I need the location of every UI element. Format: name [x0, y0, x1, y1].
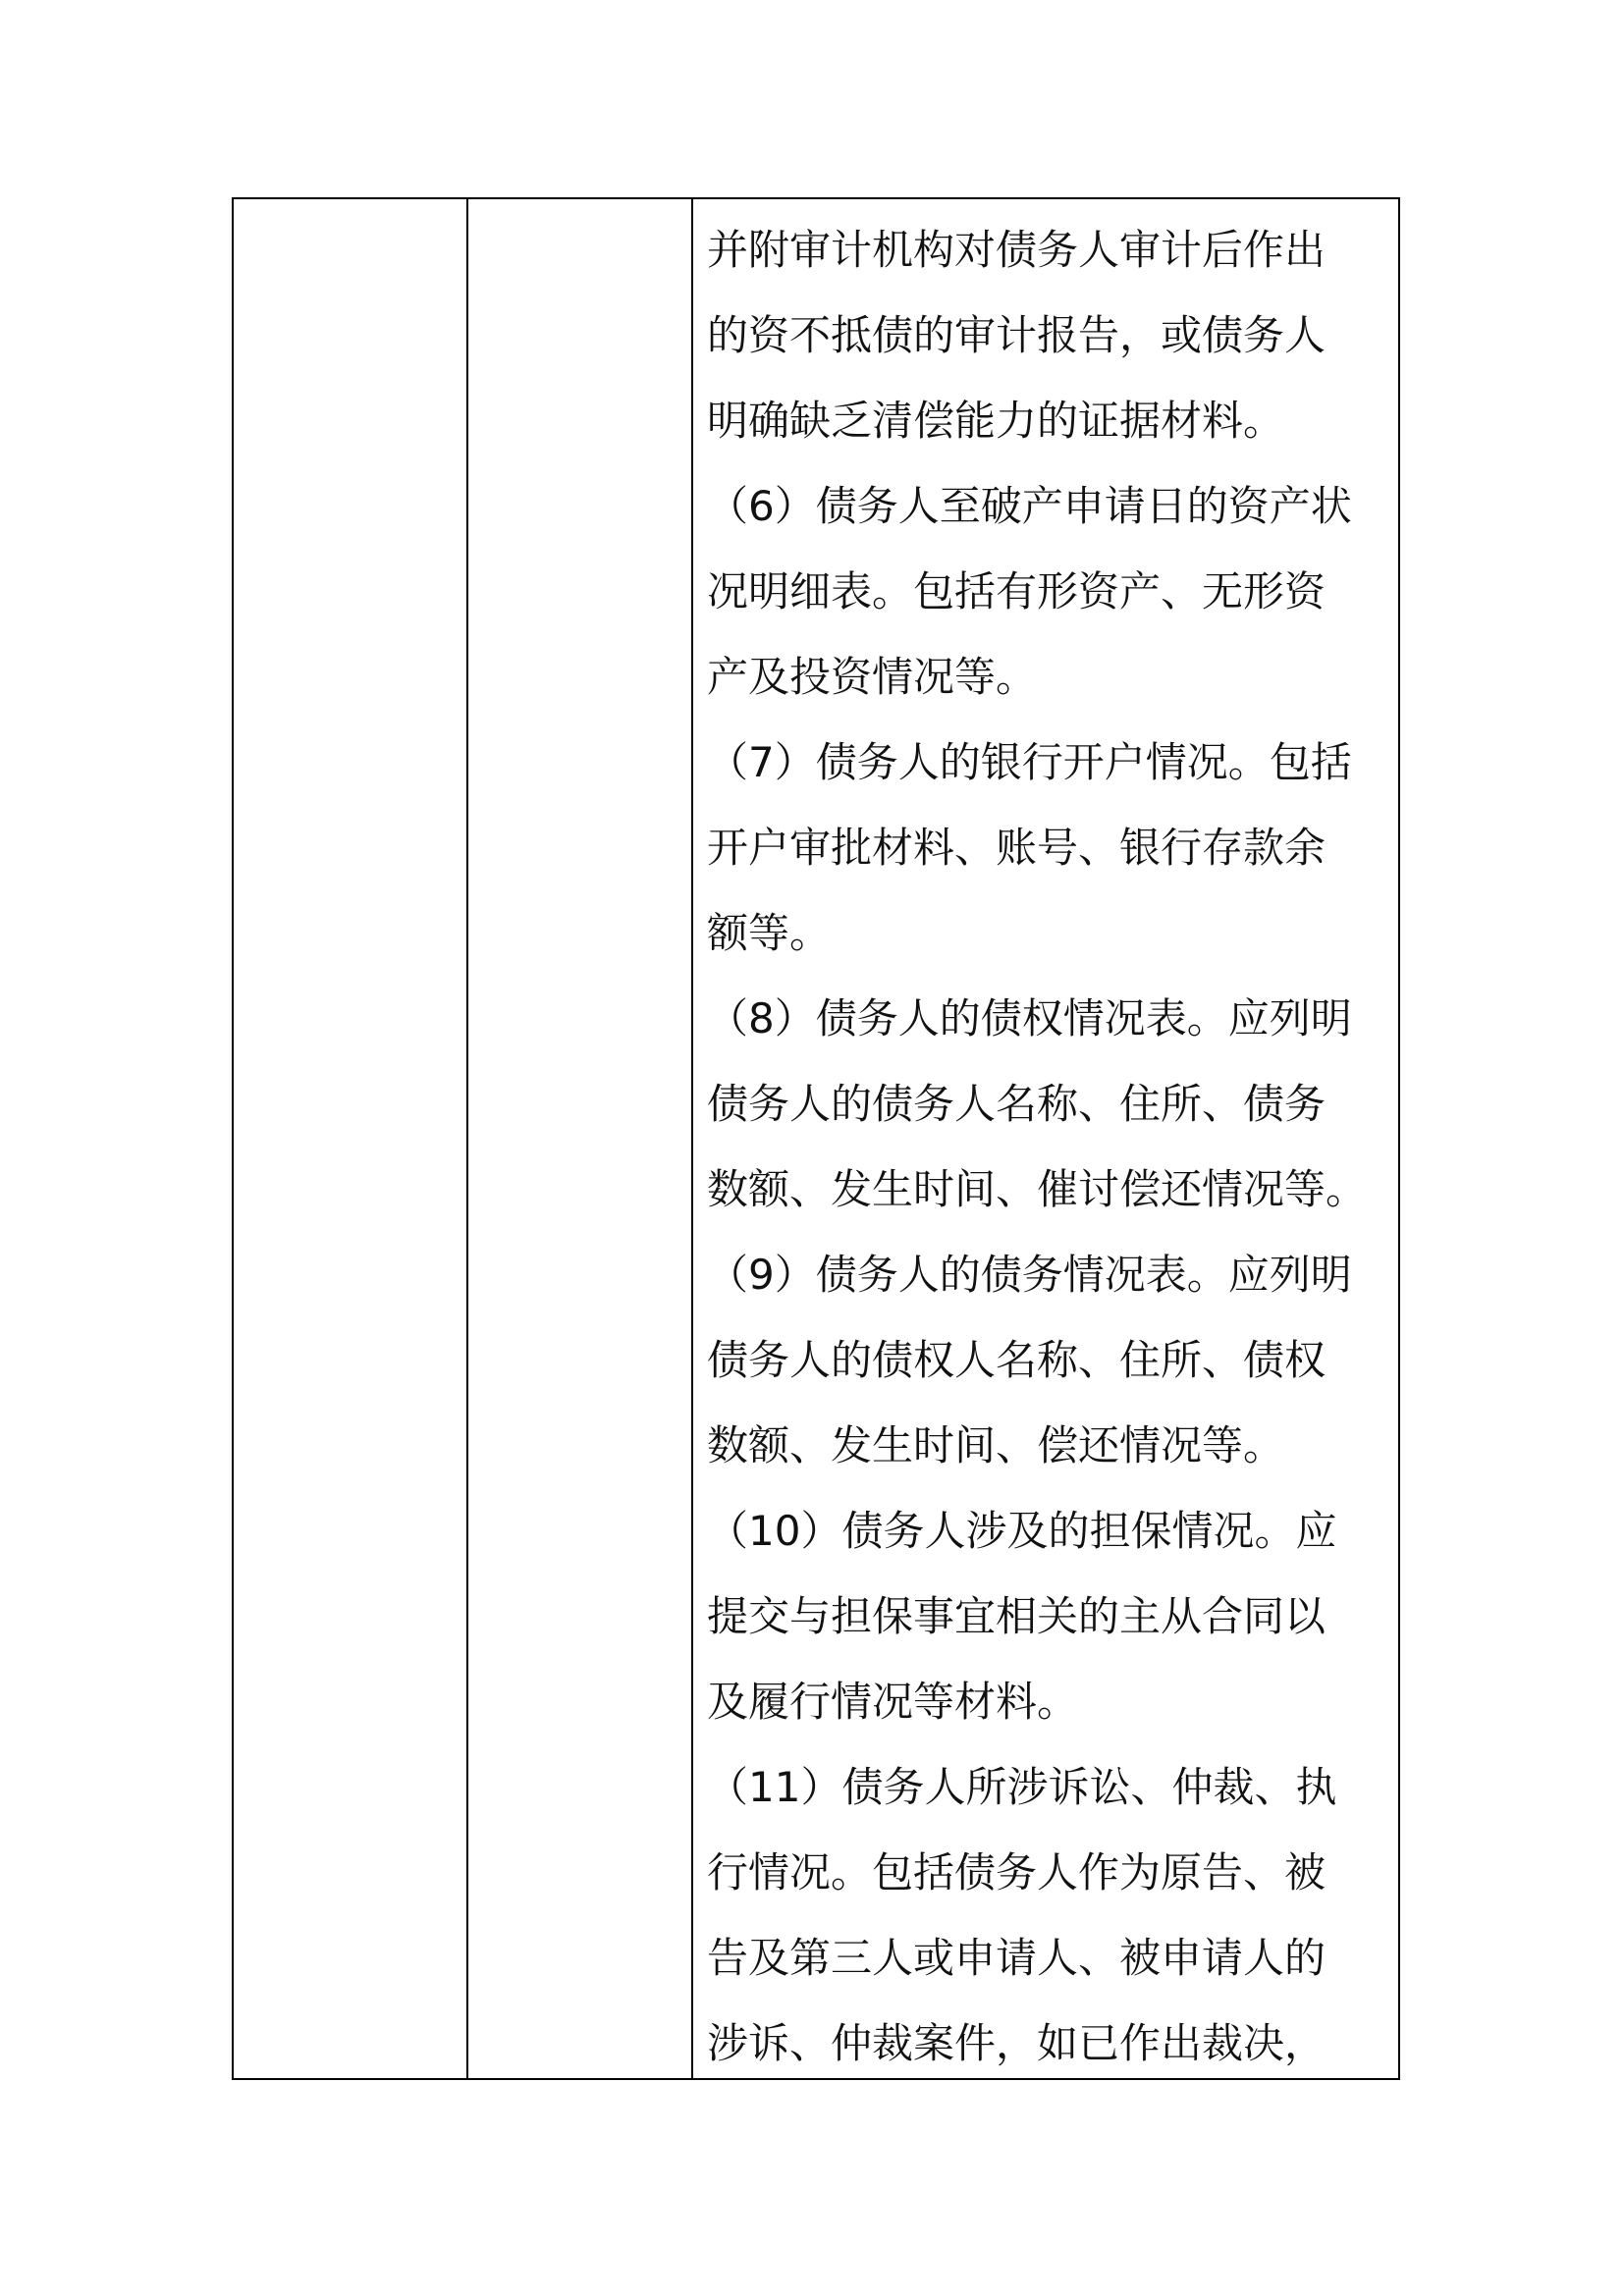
text-line: 及履行情况等材料。 — [707, 1678, 1079, 1726]
text-line: （7）债务人的银行开户情况。包括 — [707, 738, 1352, 786]
text-line: （10）债务人涉及的担保情况。应 — [707, 1507, 1337, 1555]
text-line: （8）债务人的债权情况表。应列明 — [707, 994, 1352, 1042]
text-line: 数额、发生时间、催讨偿还情况等。 — [707, 1165, 1368, 1213]
text-line: 行情况。包括债务人作为原告、被 — [707, 1848, 1326, 1896]
content-table — [232, 197, 1400, 2080]
text-line: 并附审计机构对债务人审计后作出 — [707, 226, 1326, 274]
column-divider-2 — [691, 199, 693, 2078]
text-line: 告及第三人或申请人、被申请人的 — [707, 1934, 1326, 1982]
text-line: 的资不抵债的审计报告，或债务人 — [707, 311, 1326, 359]
text-line: 明确缺乏清偿能力的证据材料。 — [707, 397, 1285, 445]
text-line: 涉诉、仲裁案件，如已作出裁决， — [707, 2019, 1326, 2067]
text-line: （11）债务人所涉诉讼、仲裁、执 — [707, 1763, 1337, 1811]
text-line: 债务人的债务人名称、住所、债务 — [707, 1080, 1326, 1128]
text-line: （9）债务人的债务情况表。应列明 — [707, 1251, 1352, 1299]
text-line: 债务人的债权人名称、住所、债权 — [707, 1336, 1326, 1384]
text-line: （6）债务人至破产申请日的资产状 — [707, 482, 1352, 530]
text-line: 额等。 — [707, 909, 832, 957]
text-line: 数额、发生时间、偿还情况等。 — [707, 1421, 1285, 1469]
text-line: 产及投资情况等。 — [707, 653, 1038, 701]
column-divider-1 — [466, 199, 468, 2078]
text-line: 况明细表。包括有形资产、无形资 — [707, 567, 1326, 615]
text-line: 开户审批材料、账号、银行存款余 — [707, 824, 1326, 872]
table-cell-col3 — [707, 207, 1394, 2086]
text-line: 提交与担保事宜相关的主从合同以 — [707, 1592, 1326, 1640]
